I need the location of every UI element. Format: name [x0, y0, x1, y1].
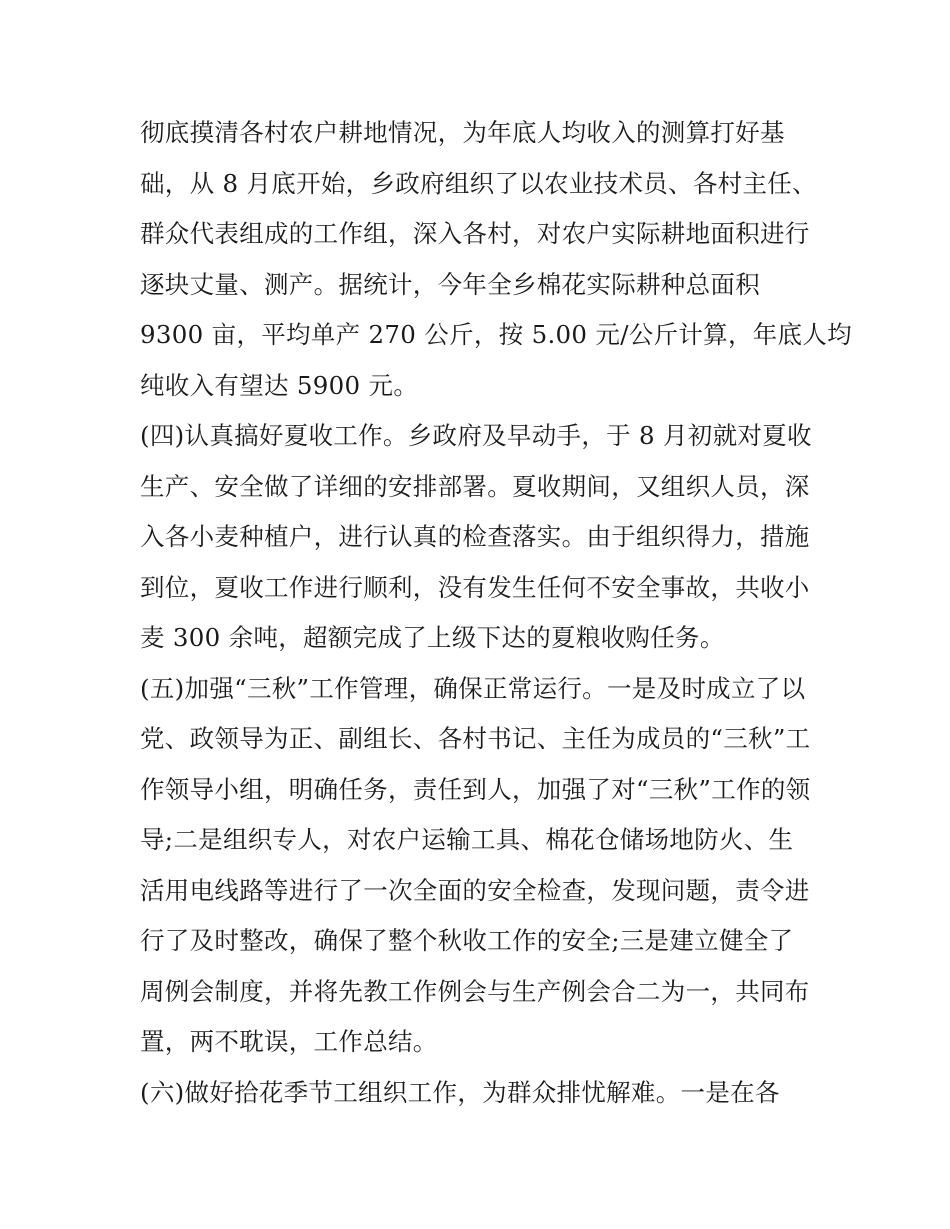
- document-body: [140, 108, 852, 1118]
- text-line: 入各小麦种植户，进行认真的检查落实。由于组织得力，措施: [140, 522, 810, 551]
- text-line: 群众代表组成的工作组，深入各村，对农户实际耕地面积进行: [140, 219, 810, 248]
- paragraph-heading-4: (四)认真搞好夏收工作。乡政府及早动手，于 8 月初就对夏收: [140, 421, 812, 450]
- text-line: 麦 300 余吨，超额完成了上级下达的夏粮收购任务。: [140, 623, 725, 652]
- text-line: 党、政领导为正、副组长、各村书记、主任为成员的“三秋”工: [140, 724, 811, 753]
- text-line: 周例会制度，并将先教工作例会与生产例会合二为一，共同布: [140, 976, 810, 1006]
- text-line: 彻底摸清各村农户耕地情况，为年底人均收入的测算打好基: [140, 118, 785, 147]
- text-line: 生产、安全做了详细的安排部署。夏收期间，又组织人员，深: [140, 471, 810, 501]
- text-line: 导;二是组织专人，对农户运输工具、棉花仓储场地防火、生: [140, 825, 794, 854]
- text-line: 行了及时整改，确保了整个秋收工作的安全;三是建立健全了: [140, 926, 794, 955]
- text-line: 到位，夏收工作进行顺利，没有发生任何不安全事故，共收小: [140, 572, 810, 602]
- text-line: 置，两不耽误，工作总结。: [140, 1027, 438, 1056]
- text-line: 作领导小组，明确任务，责任到人，加强了对“三秋”工作的领: [140, 774, 811, 804]
- text-line: 9300 亩，平均单产 270 公斤，按 5.00 元/公斤计算，年底人均: [140, 320, 852, 349]
- text-line: 纯收入有望达 5900 元。: [140, 370, 419, 400]
- text-line: 活用电线路等进行了一次全面的安全检查，发现问题，责令进: [140, 875, 810, 905]
- text-line: 逐块丈量、测产。据统计，今年全乡棉花实际耕种总面积: [140, 269, 760, 299]
- paragraph-heading-6: (六)做好拾花季节工组织工作，为群众排忧解难。一是在各: [140, 1077, 780, 1107]
- paragraph-heading-5: (五)加强“三秋”工作管理，确保正常运行。一是及时成立了以: [140, 673, 806, 703]
- text-line: 础，从 8 月底开始，乡政府组织了以农业技术员、各村主任、: [140, 168, 817, 198]
